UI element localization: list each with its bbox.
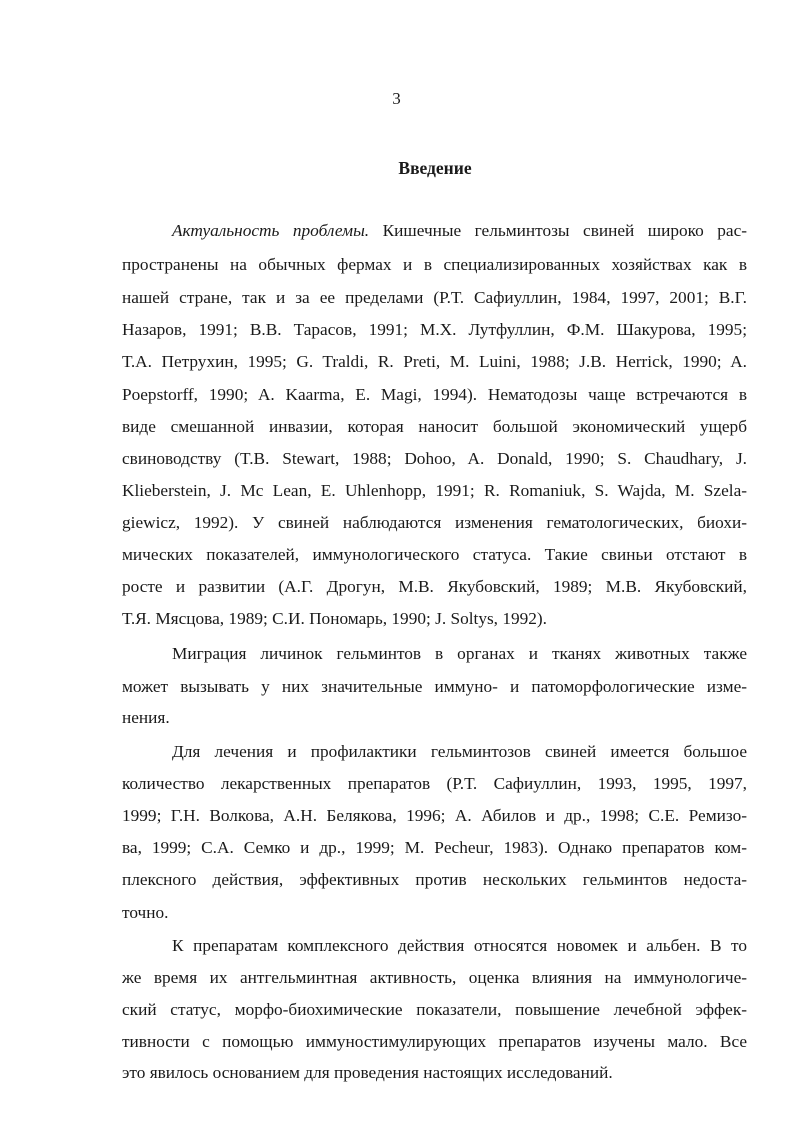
paragraph-line: ский статус, морфо-биохимические показатели, повышение лечебной эффек- bbox=[122, 1000, 747, 1019]
paragraph-line: точно. bbox=[122, 903, 169, 922]
paragraph-line: же время их антгельминтная активность, оценка влияния на иммунологиче- bbox=[122, 968, 747, 987]
paragraph-line: тивности с помощью иммуностимулирующих препаратов изучены мало. Все bbox=[122, 1032, 747, 1051]
paragraph-line: это явилось основанием для проведения настоящих исследований. bbox=[122, 1063, 613, 1082]
paragraph-line bbox=[172, 219, 747, 243]
page-number: 3 bbox=[392, 89, 401, 108]
paragraph-line: количество лекарственных препаратов (Р.Т. Сафиуллин, 1993, 1995, 1997, bbox=[122, 774, 747, 793]
paragraph-line: Миграция личинок гельминтов в органах и тканях животных также bbox=[172, 644, 747, 663]
paragraph-line: Для лечения и профилактики гельминтозов свиней имеется большое bbox=[172, 742, 747, 761]
paragraph-line: К препаратам комплексного действия относятся новомек и альбен. В то bbox=[172, 936, 747, 955]
line-text: Кишечные гельминтозы свиней широко рас- bbox=[369, 221, 747, 240]
paragraph-line: 1999; Г.Н. Волкова, А.Н. Белякова, 1996; А. Абилов и др., 1998; С.Е. Ремизо- bbox=[122, 806, 747, 825]
paragraph-line: ва, 1999; С.А. Семко и др., 1999; M. Pecheur, 1983). Однако препаратов ком- bbox=[122, 838, 747, 857]
paragraph-line: нения. bbox=[122, 708, 170, 727]
paragraph-line: Poepstorff, 1990; A. Kaarma, E. Magi, 1994). Нематодозы чаще встречаются в bbox=[122, 385, 747, 404]
paragraph-line: нашей стране, так и за ее пределами (Р.Т. Сафиуллин, 1984, 1997, 2001; В.Г. bbox=[122, 288, 747, 307]
paragraph-line: может вызывать у них значительные иммуно- и патоморфологические изме- bbox=[122, 677, 747, 696]
paragraph-line: мических показателей, иммунологического статуса. Такие свиньи отстают в bbox=[122, 545, 747, 564]
paragraph-line: giewicz, 1992). У свиней наблюдаются изменения гематологических, биохи- bbox=[122, 513, 747, 532]
italic-lead: Актуальность проблемы. bbox=[172, 221, 370, 240]
section-heading: Введение bbox=[398, 158, 472, 178]
paragraph-line: Назаров, 1991; В.В. Тарасов, 1991; М.Х. Лутфуллин, Ф.М. Шакурова, 1995; bbox=[122, 320, 747, 339]
paragraph-line: виде смешанной инвазии, которая наносит большой экономический ущерб bbox=[122, 417, 747, 436]
paragraph-line: пространены на обычных фермах и в специализированных хозяйствах как в bbox=[122, 255, 747, 274]
paragraph-line: росте и развитии (А.Г. Дрогун, М.В. Якубовский, 1989; М.В. Якубовский, bbox=[122, 577, 747, 596]
paragraph-line: Т.А. Петрухин, 1995; G. Traldi, R. Preti, M. Luini, 1988; J.B. Herrick, 1990; A. bbox=[122, 352, 747, 371]
paragraph-line: Klieberstein, J. Mc Lean, E. Uhlenhopp, 1991; R. Romaniuk, S. Wajda, M. Szela- bbox=[122, 481, 747, 500]
paragraph-line: свиноводству (T.B. Stewart, 1988; Dohoo, A. Donald, 1990; S. Chaudhary, J. bbox=[122, 449, 747, 468]
paragraph-line: плексного действия, эффективных против нескольких гельминтов недоста- bbox=[122, 870, 747, 889]
paragraph-line: Т.Я. Мясцова, 1989; С.И. Пономарь, 1990; J. Soltys, 1992). bbox=[122, 609, 547, 628]
